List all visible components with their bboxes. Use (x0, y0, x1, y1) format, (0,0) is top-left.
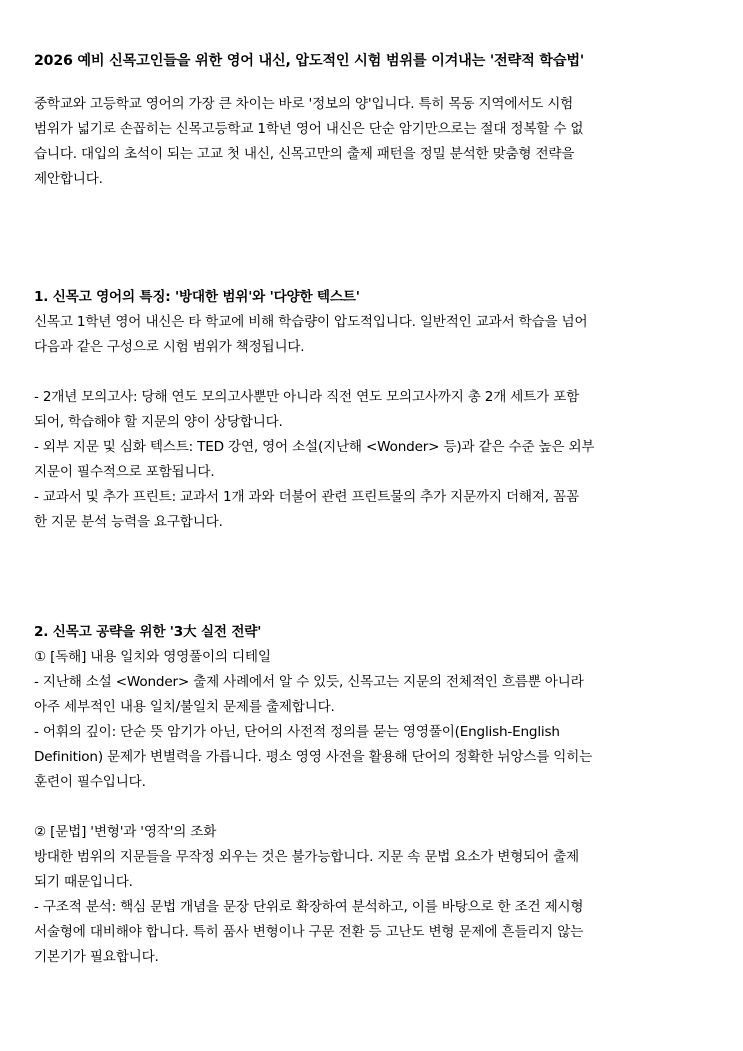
section-1-bullet-line: - 외부 지문 및 심화 텍스트: TED 강연, 영어 소설(지난해 <Wonder> 등)과 같은 수준 높은 외부 (34, 439, 595, 455)
section-1-bullet-line: 지문이 필수적으로 포함됩니다. (34, 464, 215, 480)
intro-line: 중학교와 고등학교 영어의 가장 큰 차이는 바로 '정보의 양'입니다. 특히 목동 지역에서도 시험 (34, 96, 574, 112)
strategy-2-line: 되기 때문입니다. (34, 874, 133, 890)
strategy-2-line: 방대한 범위의 지문들을 무작정 외우는 것은 불가능합니다. 지문 속 문법 요소가 변형되어 출제 (34, 849, 579, 865)
section-1 (34, 285, 709, 535)
section-2-heading: 2. 신목고 공략을 위한 '3大 실전 전략' (34, 624, 262, 640)
document-title: 2026 예비 신목고인들을 위한 영어 내신, 압도적인 시험 범위를 이겨내는 '전략적 학습법' (34, 53, 584, 69)
section-1-bullet-line: - 2개년 모의고사: 당해 연도 모의고사뿐만 아니라 직전 연도 모의고사까지 총 2개 세트가 포함 (34, 389, 580, 405)
section-1-bullet-line: - 교과서 및 추가 프린트: 교과서 1개 과와 더불어 관련 프린트물의 추가 지문까지 더해져, 꼼꼼 (34, 489, 579, 505)
strategy-2-line: - 구조적 분석: 핵심 문법 개념을 문장 단위로 확장하여 분석하고, 이를 바탕으로 한 조건 제시형 (34, 899, 584, 915)
section-2 (34, 620, 709, 970)
section-1-body-line: 신목고 1학년 영어 내신은 타 학교에 비해 학습량이 압도적입니다. 일반적인 교과서 학습을 넘어 (34, 314, 588, 330)
section-1-body-line: 다음과 같은 구성으로 시험 범위가 책정됩니다. (34, 339, 305, 355)
section-1-bullet-line: 되어, 학습해야 할 지문의 양이 상당합니다. (34, 414, 283, 430)
section-1-heading: 1. 신목고 영어의 특징: '방대한 범위'와 '다양한 텍스트' (34, 289, 360, 305)
section-1-bullet-line: 한 지문 분석 능력을 요구합니다. (34, 514, 223, 530)
intro-line: 범위가 넓기로 손꼽히는 신목고등학교 1학년 영어 내신은 단순 암기만으로는 절대 정복할 수 없 (34, 121, 584, 137)
intro-paragraph (34, 92, 709, 192)
intro-line: 습니다. 대입의 초석이 되는 고교 첫 내신, 신목고만의 출제 패턴을 정밀 분석한 맞춤형 전략을 (34, 146, 575, 162)
strategy-1-line: Definition) 문제가 변별력을 가릅니다. 평소 영영 사전을 활용해 단어의 정확한 뉘앙스를 익히는 (34, 749, 593, 765)
strategy-1-line: - 지난해 소설 <Wonder> 출제 사례에서 알 수 있듯, 신목고는 지문의 전체적인 흐름뿐 아니라 (34, 674, 584, 690)
strategy-1-subheading: ① [독해] 내용 일치와 영영풀이의 디테일 (34, 649, 271, 665)
strategy-2-line: 서술형에 대비해야 합니다. 특히 품사 변형이나 구문 전환 등 고난도 변형 문제에 흔들리지 않는 (34, 924, 584, 940)
strategy-1-line: - 어휘의 깊이: 단순 뜻 암기가 아닌, 단어의 사전적 정의를 묻는 영영풀이(English-English (34, 724, 560, 740)
strategy-2-line: 기본기가 필요합니다. (34, 949, 159, 965)
strategy-2-subheading: ② [문법] '변형'과 '영작'의 조화 (34, 824, 217, 840)
strategy-1-line: 훈련이 필수입니다. (34, 774, 146, 790)
strategy-1-line: 아주 세부적인 내용 일치/불일치 문제를 출제합니다. (34, 699, 335, 715)
intro-line: 제안합니다. (34, 171, 103, 187)
